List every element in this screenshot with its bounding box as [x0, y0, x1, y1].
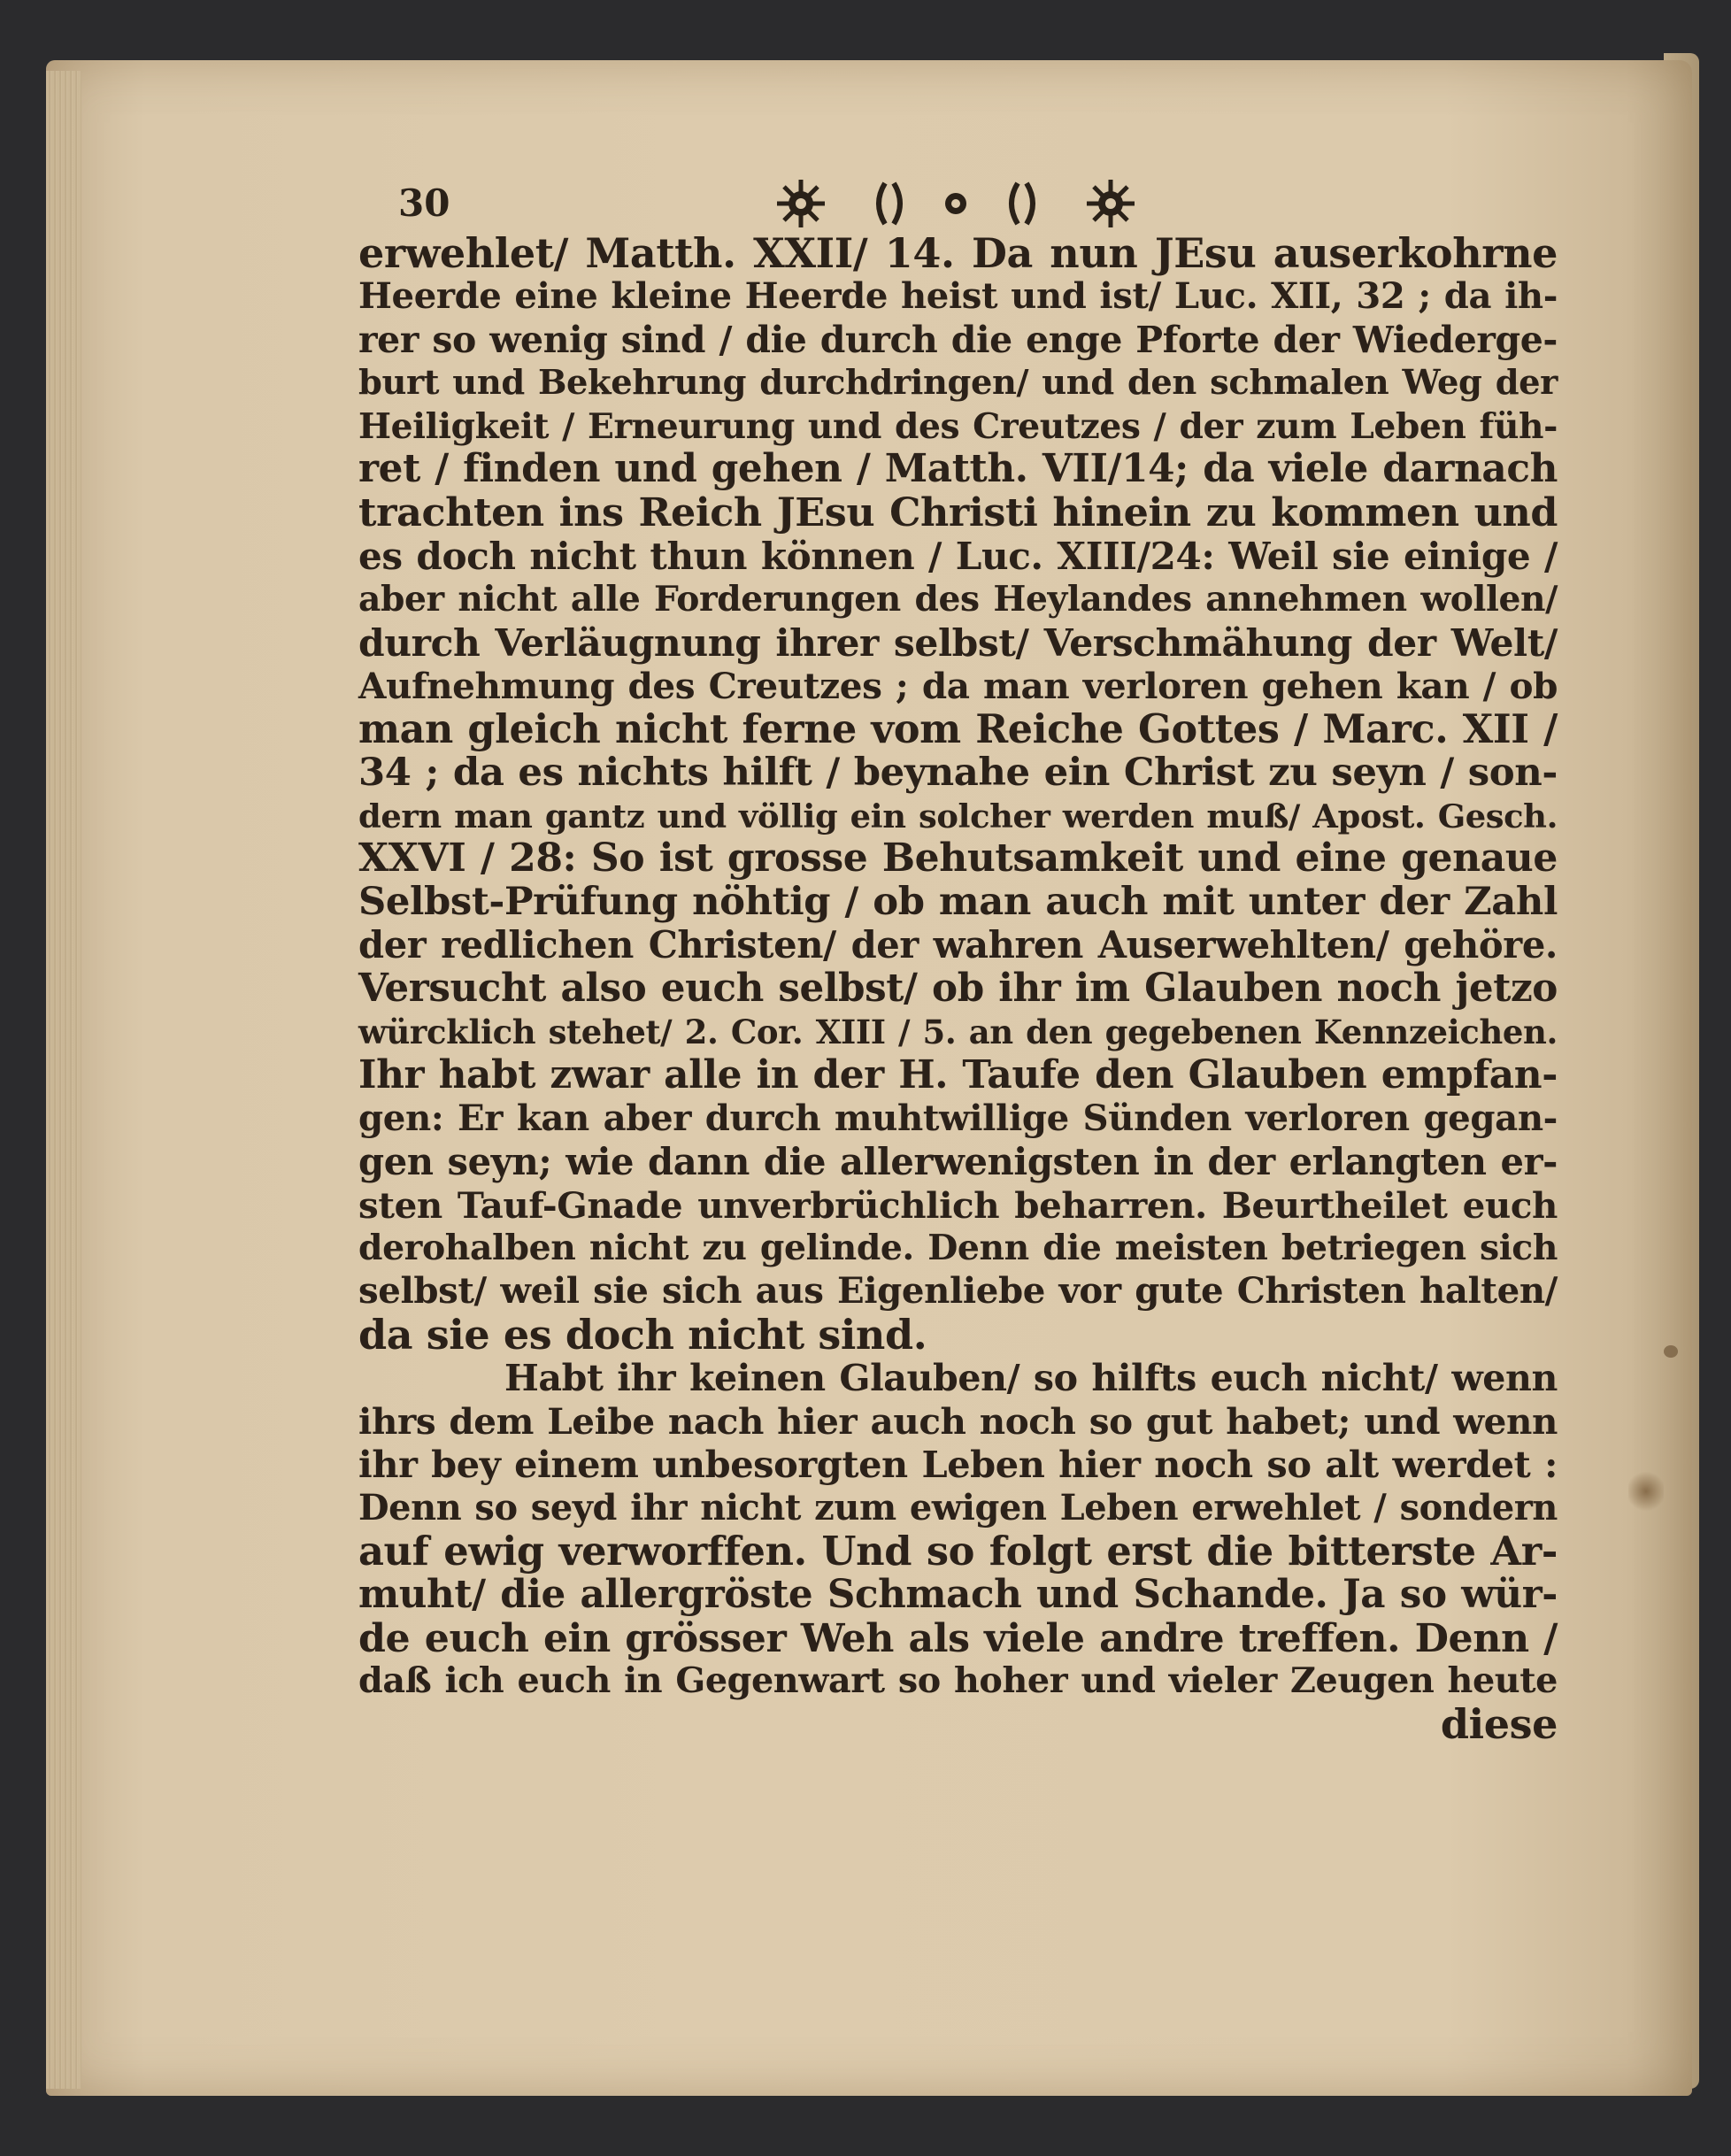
ink-stain-small [1664, 1345, 1678, 1358]
text-line: erwehlet/ Matth. XXII/ 14. Da nun JEsu auserkohrne [358, 229, 1558, 277]
page-header [398, 173, 1619, 235]
text-line: ihr bey einem unbesorgten Leben hier noch so alt werdet : [358, 1442, 1558, 1486]
text-line: de euch ein grösser Weh als viele andre treffen. Denn / [358, 1614, 1558, 1661]
text-line: gen seyn; wie dann die allerwenigsten in der erlangten er- [358, 1139, 1558, 1183]
text-line: Selbst-Prüfung nöhtig / ob man auch mit unter der Zahl [358, 879, 1558, 925]
text-line: derohalben nicht zu gelinde. Denn die meisten betriegen sich [358, 1228, 1558, 1269]
text-line: XXVI / 28: So ist grosse Behutsamkeit und eine genaue [358, 835, 1558, 882]
catchword: diese [1440, 1700, 1558, 1749]
bracket-right-icon [1012, 183, 1033, 224]
body-text [358, 229, 1558, 1749]
header-ornament [752, 173, 1159, 235]
center-dot-icon [945, 193, 966, 214]
page-number: 30 [398, 181, 450, 225]
text-line: gen: Er kan aber durch muhtwillige Sünden verloren gegan- [358, 1097, 1558, 1139]
rosette-right-icon [1087, 180, 1135, 227]
text-line: ret / finden und gehen / Matth. VII/14; da viele darnach [358, 446, 1558, 492]
text-line: ihrs dem Leibe nach hier auch noch so gut habet; und wenn [358, 1400, 1558, 1444]
text-line: 34 ; da es nichts hilft / beynahe ein Christ zu seyn / son- [358, 749, 1558, 795]
text-line-paragraph-start: Habt ihr keinen Glauben/ so hilfts euch nicht/ wenn [504, 1356, 1558, 1400]
text-line: würcklich stehet/ 2. Cor. XIII / 5. an den gegebenen Kennzeichen. [358, 1013, 1558, 1052]
text-line: Heerde eine kleine Heerde heist und ist/ Luc. XII, 32 ; da ih- [358, 274, 1558, 317]
text-line: Denn so seyd ihr nicht zum ewigen Leben erwehlet / sondern [358, 1487, 1558, 1528]
text-line: muht/ die allergröste Schmach und Schande. Ja so wür- [358, 1571, 1558, 1617]
rosette-left-icon [777, 180, 825, 227]
text-line: Aufnehmung des Creutzes ; da man verloren gehen kan / ob [358, 664, 1558, 707]
text-line: dern man gantz und völlig ein solcher werden muß/ Apost. Gesch. [358, 796, 1558, 835]
text-line-paragraph-end: da sie es doch nicht sind. [358, 1311, 927, 1359]
text-line: auf ewig verworffen. Und so folgt erst die bitterste Ar- [358, 1527, 1558, 1575]
text-line: sten Tauf-Gnade unverbrüchlich beharren. Beurtheilet euch [358, 1183, 1558, 1227]
text-line: durch Verläugnung ihrer selbst/ Verschmähung der Welt/ [358, 620, 1558, 666]
text-line: Versucht also euch selbst/ ob ihr im Glauben noch jetzo [358, 966, 1558, 1012]
text-line: es doch nicht thun können / Luc. XIII/24: Weil sie einige / [358, 534, 1558, 579]
text-line: der redlichen Christen/ der wahren Auserwehlten/ gehöre. [358, 923, 1558, 967]
text-line: aber nicht alle Forderungen des Heylandes annehmen wollen/ [358, 579, 1558, 620]
text-line: rer so wenig sind / die durch die enge Pforte der Wiederge- [358, 318, 1558, 361]
text-line: selbst/ weil sie sich aus Eigenliebe vor gute Christen halten/ [358, 1270, 1558, 1313]
bracket-left-icon [879, 183, 900, 224]
ink-stain [1628, 1469, 1664, 1513]
text-line: daß ich euch in Gegenwart so hoher und vieler Zeugen heute [358, 1660, 1558, 1702]
text-line: Heiligkeit / Erneurung und des Creutzes / der zum Leben füh- [358, 405, 1558, 447]
text-line: man gleich nicht ferne vom Reiche Gottes / Marc. XII / [358, 705, 1558, 752]
text-line: Ihr habt zwar alle in der H. Taufe den Glauben empfan- [358, 1051, 1558, 1097]
text-line: burt und Bekehrung durchdringen/ und den schmalen Weg der [358, 362, 1558, 403]
text-line: trachten ins Reich JEsu Christi hinein zu kommen und [358, 489, 1558, 536]
page-stack-edge [46, 71, 81, 2089]
